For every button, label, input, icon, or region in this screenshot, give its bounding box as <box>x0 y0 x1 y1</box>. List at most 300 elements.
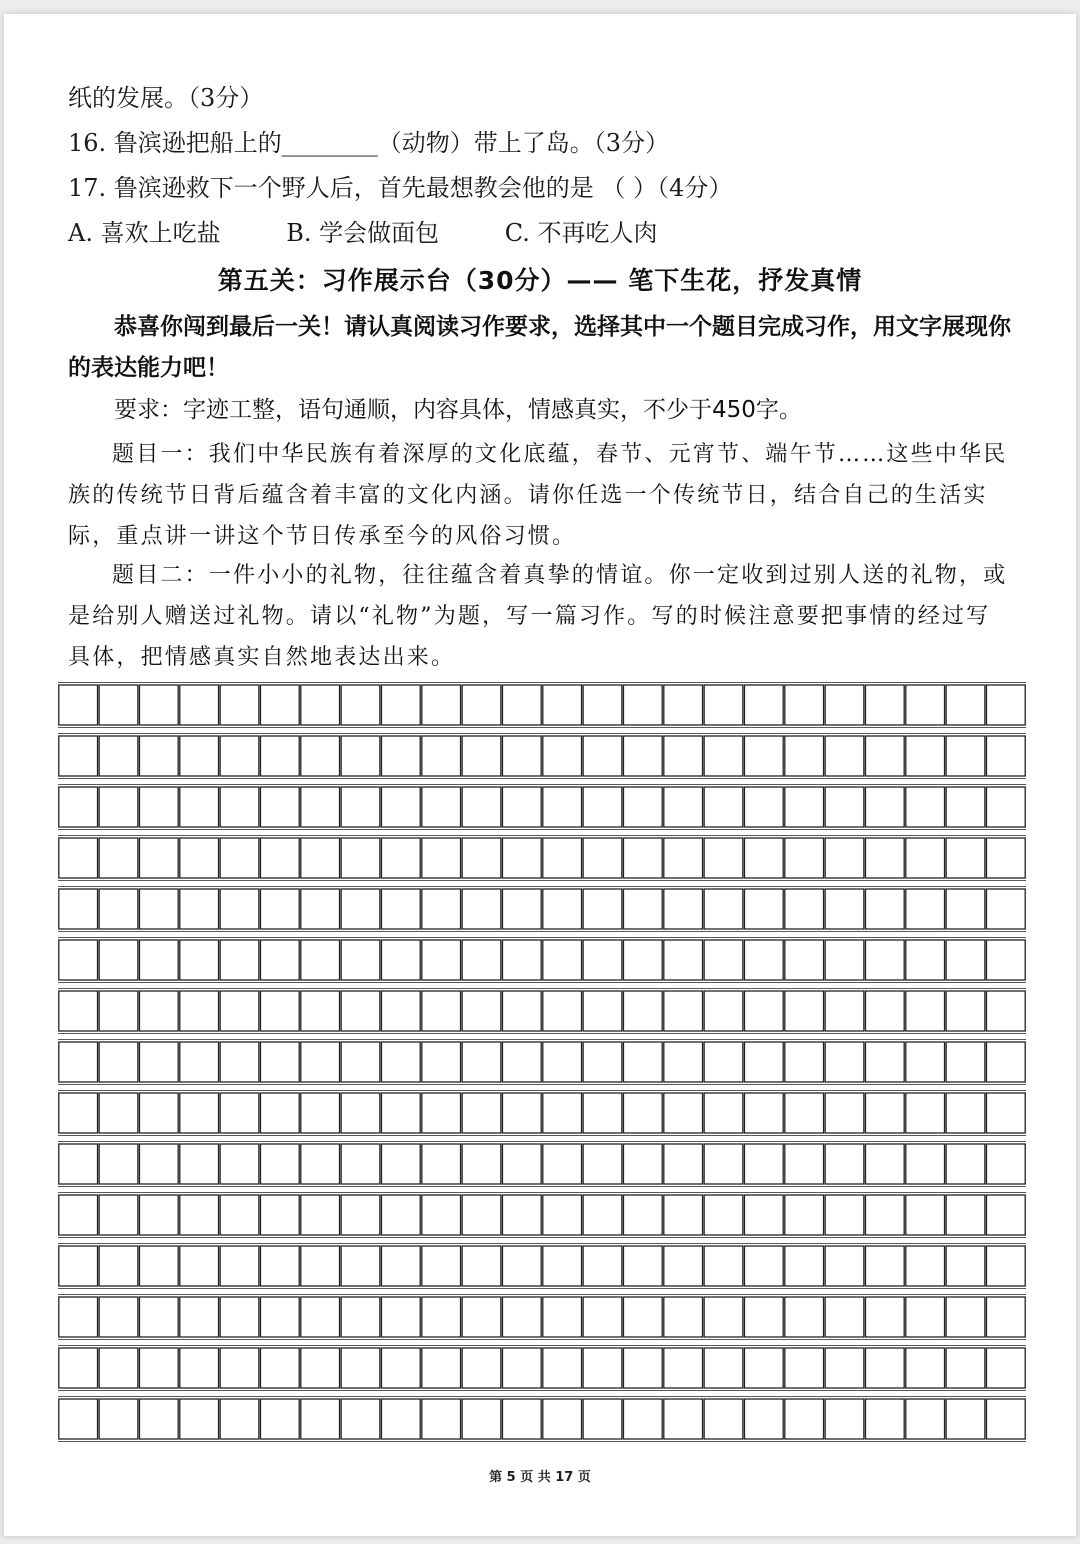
grid-cell[interactable] <box>139 838 178 878</box>
grid-cell[interactable] <box>301 1144 340 1184</box>
grid-cell[interactable] <box>99 1042 138 1082</box>
grid-cell[interactable] <box>986 736 1025 776</box>
grid-cell[interactable] <box>865 685 904 725</box>
grid-cell[interactable] <box>260 940 299 980</box>
grid-cell[interactable] <box>502 1399 541 1439</box>
grid-cell[interactable] <box>865 1144 904 1184</box>
grid-cell[interactable] <box>664 1195 703 1235</box>
grid-cell[interactable] <box>301 685 340 725</box>
grid-cell[interactable] <box>825 1093 864 1133</box>
grid-cell[interactable] <box>825 736 864 776</box>
grid-cell[interactable] <box>220 1348 259 1388</box>
grid-cell[interactable] <box>462 1093 501 1133</box>
grid-cell[interactable] <box>543 991 582 1031</box>
grid-cell[interactable] <box>422 787 461 827</box>
grid-cell[interactable] <box>664 736 703 776</box>
grid-cell[interactable] <box>704 838 743 878</box>
grid-cell[interactable] <box>865 1195 904 1235</box>
grid-cell[interactable] <box>139 736 178 776</box>
grid-cell[interactable] <box>946 1042 985 1082</box>
grid-cell[interactable] <box>462 940 501 980</box>
grid-cell[interactable] <box>664 787 703 827</box>
grid-cell[interactable] <box>704 940 743 980</box>
grid-cell[interactable] <box>744 1042 783 1082</box>
grid-cell[interactable] <box>906 685 945 725</box>
grid-cell[interactable] <box>744 736 783 776</box>
grid-cell[interactable] <box>301 787 340 827</box>
grid-cell[interactable] <box>59 889 98 929</box>
grid-cell[interactable] <box>583 1246 622 1286</box>
grid-cell[interactable] <box>59 1246 98 1286</box>
grid-cell[interactable] <box>99 838 138 878</box>
grid-cell[interactable] <box>825 1144 864 1184</box>
grid-cell[interactable] <box>462 838 501 878</box>
grid-cell[interactable] <box>906 736 945 776</box>
grid-cell[interactable] <box>341 991 380 1031</box>
grid-cell[interactable] <box>301 838 340 878</box>
grid-cell[interactable] <box>502 1042 541 1082</box>
grid-cell[interactable] <box>704 1348 743 1388</box>
grid-cell[interactable] <box>260 1399 299 1439</box>
grid-cell[interactable] <box>139 1093 178 1133</box>
grid-cell[interactable] <box>946 889 985 929</box>
grid-cell[interactable] <box>301 1093 340 1133</box>
grid-cell[interactable] <box>260 1246 299 1286</box>
grid-cell[interactable] <box>341 685 380 725</box>
grid-cell[interactable] <box>139 889 178 929</box>
grid-cell[interactable] <box>59 787 98 827</box>
grid-cell[interactable] <box>946 1297 985 1337</box>
grid-cell[interactable] <box>180 685 219 725</box>
grid-cell[interactable] <box>180 787 219 827</box>
grid-cell[interactable] <box>180 940 219 980</box>
grid-cell[interactable] <box>583 1093 622 1133</box>
grid-cell[interactable] <box>341 889 380 929</box>
grid-cell[interactable] <box>381 1297 420 1337</box>
grid-cell[interactable] <box>946 1246 985 1286</box>
grid-cell[interactable] <box>502 1348 541 1388</box>
grid-cell[interactable] <box>381 685 420 725</box>
grid-cell[interactable] <box>744 940 783 980</box>
grid-cell[interactable] <box>139 685 178 725</box>
grid-cell[interactable] <box>543 1042 582 1082</box>
grid-cell[interactable] <box>543 838 582 878</box>
grid-cell[interactable] <box>99 1348 138 1388</box>
grid-cell[interactable] <box>623 889 662 929</box>
grid-cell[interactable] <box>341 787 380 827</box>
grid-cell[interactable] <box>865 1399 904 1439</box>
grid-cell[interactable] <box>180 1246 219 1286</box>
grid-cell[interactable] <box>583 1144 622 1184</box>
grid-cell[interactable] <box>180 1297 219 1337</box>
grid-cell[interactable] <box>704 889 743 929</box>
grid-cell[interactable] <box>59 1348 98 1388</box>
grid-cell[interactable] <box>180 1399 219 1439</box>
grid-cell[interactable] <box>139 1348 178 1388</box>
grid-cell[interactable] <box>583 889 622 929</box>
grid-cell[interactable] <box>583 1399 622 1439</box>
grid-cell[interactable] <box>785 1093 824 1133</box>
grid-cell[interactable] <box>381 889 420 929</box>
grid-cell[interactable] <box>59 1093 98 1133</box>
grid-cell[interactable] <box>825 838 864 878</box>
grid-cell[interactable] <box>139 1144 178 1184</box>
grid-cell[interactable] <box>744 1297 783 1337</box>
grid-cell[interactable] <box>462 1297 501 1337</box>
grid-cell[interactable] <box>623 1042 662 1082</box>
grid-cell[interactable] <box>583 787 622 827</box>
grid-cell[interactable] <box>220 838 259 878</box>
grid-cell[interactable] <box>664 940 703 980</box>
grid-cell[interactable] <box>381 1042 420 1082</box>
grid-cell[interactable] <box>704 1093 743 1133</box>
grid-cell[interactable] <box>422 889 461 929</box>
grid-cell[interactable] <box>341 1195 380 1235</box>
grid-cell[interactable] <box>301 991 340 1031</box>
grid-cell[interactable] <box>744 1195 783 1235</box>
grid-cell[interactable] <box>744 838 783 878</box>
grid-cell[interactable] <box>664 1144 703 1184</box>
grid-cell[interactable] <box>99 940 138 980</box>
grid-cell[interactable] <box>623 1348 662 1388</box>
grid-cell[interactable] <box>139 991 178 1031</box>
grid-cell[interactable] <box>502 991 541 1031</box>
grid-cell[interactable] <box>260 1144 299 1184</box>
grid-cell[interactable] <box>139 1399 178 1439</box>
grid-cell[interactable] <box>341 838 380 878</box>
grid-cell[interactable] <box>180 1093 219 1133</box>
grid-cell[interactable] <box>422 1399 461 1439</box>
grid-cell[interactable] <box>99 1246 138 1286</box>
grid-cell[interactable] <box>381 787 420 827</box>
grid-cell[interactable] <box>220 991 259 1031</box>
grid-cell[interactable] <box>543 1195 582 1235</box>
grid-cell[interactable] <box>865 736 904 776</box>
grid-cell[interactable] <box>664 1399 703 1439</box>
grid-cell[interactable] <box>946 838 985 878</box>
grid-cell[interactable] <box>422 1144 461 1184</box>
grid-cell[interactable] <box>986 1297 1025 1337</box>
grid-cell[interactable] <box>260 1042 299 1082</box>
grid-cell[interactable] <box>623 1144 662 1184</box>
grid-cell[interactable] <box>422 1093 461 1133</box>
grid-cell[interactable] <box>260 991 299 1031</box>
grid-cell[interactable] <box>785 838 824 878</box>
grid-cell[interactable] <box>220 1246 259 1286</box>
grid-cell[interactable] <box>422 1195 461 1235</box>
grid-cell[interactable] <box>301 1042 340 1082</box>
grid-cell[interactable] <box>502 1297 541 1337</box>
grid-cell[interactable] <box>99 1297 138 1337</box>
grid-cell[interactable] <box>462 1348 501 1388</box>
grid-cell[interactable] <box>704 1042 743 1082</box>
grid-cell[interactable] <box>139 787 178 827</box>
grid-cell[interactable] <box>422 1348 461 1388</box>
grid-cell[interactable] <box>543 1093 582 1133</box>
grid-cell[interactable] <box>220 940 259 980</box>
grid-cell[interactable] <box>744 1093 783 1133</box>
grid-cell[interactable] <box>543 940 582 980</box>
grid-cell[interactable] <box>341 1399 380 1439</box>
grid-cell[interactable] <box>986 1195 1025 1235</box>
grid-cell[interactable] <box>59 1195 98 1235</box>
grid-cell[interactable] <box>260 1348 299 1388</box>
grid-cell[interactable] <box>422 1246 461 1286</box>
grid-cell[interactable] <box>825 685 864 725</box>
grid-cell[interactable] <box>865 889 904 929</box>
grid-cell[interactable] <box>785 1042 824 1082</box>
grid-cell[interactable] <box>180 1348 219 1388</box>
grid-cell[interactable] <box>906 1195 945 1235</box>
grid-cell[interactable] <box>583 838 622 878</box>
grid-cell[interactable] <box>99 787 138 827</box>
grid-cell[interactable] <box>785 1246 824 1286</box>
grid-cell[interactable] <box>583 1297 622 1337</box>
grid-cell[interactable] <box>502 1246 541 1286</box>
grid-cell[interactable] <box>785 889 824 929</box>
grid-cell[interactable] <box>543 1246 582 1286</box>
grid-cell[interactable] <box>220 1093 259 1133</box>
grid-cell[interactable] <box>906 991 945 1031</box>
grid-cell[interactable] <box>623 940 662 980</box>
grid-cell[interactable] <box>664 1042 703 1082</box>
grid-cell[interactable] <box>785 1144 824 1184</box>
grid-cell[interactable] <box>99 889 138 929</box>
grid-cell[interactable] <box>301 889 340 929</box>
grid-cell[interactable] <box>623 1399 662 1439</box>
grid-cell[interactable] <box>180 838 219 878</box>
grid-cell[interactable] <box>260 889 299 929</box>
grid-cell[interactable] <box>381 1093 420 1133</box>
grid-cell[interactable] <box>381 940 420 980</box>
grid-cell[interactable] <box>986 838 1025 878</box>
grid-cell[interactable] <box>906 940 945 980</box>
grid-cell[interactable] <box>462 1195 501 1235</box>
grid-cell[interactable] <box>341 1348 380 1388</box>
grid-cell[interactable] <box>906 1042 945 1082</box>
grid-cell[interactable] <box>623 1297 662 1337</box>
grid-cell[interactable] <box>462 1042 501 1082</box>
grid-cell[interactable] <box>381 838 420 878</box>
grid-cell[interactable] <box>825 1297 864 1337</box>
grid-cell[interactable] <box>462 991 501 1031</box>
grid-cell[interactable] <box>381 991 420 1031</box>
grid-cell[interactable] <box>865 940 904 980</box>
grid-cell[interactable] <box>462 685 501 725</box>
grid-cell[interactable] <box>543 1144 582 1184</box>
grid-cell[interactable] <box>502 685 541 725</box>
grid-cell[interactable] <box>785 787 824 827</box>
grid-cell[interactable] <box>422 1042 461 1082</box>
grid-cell[interactable] <box>704 1399 743 1439</box>
grid-cell[interactable] <box>623 787 662 827</box>
grid-cell[interactable] <box>59 685 98 725</box>
grid-cell[interactable] <box>543 1348 582 1388</box>
grid-cell[interactable] <box>704 787 743 827</box>
grid-cell[interactable] <box>986 685 1025 725</box>
grid-cell[interactable] <box>704 1144 743 1184</box>
grid-cell[interactable] <box>462 889 501 929</box>
grid-cell[interactable] <box>825 1195 864 1235</box>
grid-cell[interactable] <box>623 1195 662 1235</box>
grid-cell[interactable] <box>260 838 299 878</box>
grid-cell[interactable] <box>260 736 299 776</box>
grid-cell[interactable] <box>946 787 985 827</box>
grid-cell[interactable] <box>462 1144 501 1184</box>
grid-cell[interactable] <box>502 1195 541 1235</box>
grid-cell[interactable] <box>623 991 662 1031</box>
grid-cell[interactable] <box>139 1195 178 1235</box>
grid-cell[interactable] <box>462 1246 501 1286</box>
grid-cell[interactable] <box>825 1042 864 1082</box>
grid-cell[interactable] <box>180 1042 219 1082</box>
grid-cell[interactable] <box>220 1399 259 1439</box>
grid-cell[interactable] <box>543 787 582 827</box>
grid-cell[interactable] <box>301 1195 340 1235</box>
grid-cell[interactable] <box>744 787 783 827</box>
grid-cell[interactable] <box>59 940 98 980</box>
grid-cell[interactable] <box>865 1042 904 1082</box>
grid-cell[interactable] <box>946 940 985 980</box>
grid-cell[interactable] <box>180 889 219 929</box>
grid-cell[interactable] <box>220 685 259 725</box>
grid-cell[interactable] <box>785 940 824 980</box>
grid-cell[interactable] <box>180 736 219 776</box>
grid-cell[interactable] <box>583 1348 622 1388</box>
grid-cell[interactable] <box>986 1093 1025 1133</box>
grid-cell[interactable] <box>704 1195 743 1235</box>
grid-cell[interactable] <box>381 736 420 776</box>
grid-cell[interactable] <box>986 889 1025 929</box>
grid-cell[interactable] <box>59 1144 98 1184</box>
grid-cell[interactable] <box>99 1195 138 1235</box>
grid-cell[interactable] <box>906 889 945 929</box>
grid-cell[interactable] <box>986 1042 1025 1082</box>
grid-cell[interactable] <box>906 1399 945 1439</box>
grid-cell[interactable] <box>906 1093 945 1133</box>
grid-cell[interactable] <box>99 1399 138 1439</box>
grid-cell[interactable] <box>986 1246 1025 1286</box>
grid-cell[interactable] <box>502 838 541 878</box>
grid-cell[interactable] <box>986 787 1025 827</box>
grid-cell[interactable] <box>260 787 299 827</box>
grid-cell[interactable] <box>664 685 703 725</box>
grid-cell[interactable] <box>664 991 703 1031</box>
grid-cell[interactable] <box>744 1246 783 1286</box>
grid-cell[interactable] <box>99 685 138 725</box>
grid-cell[interactable] <box>946 736 985 776</box>
grid-cell[interactable] <box>664 1093 703 1133</box>
grid-cell[interactable] <box>99 736 138 776</box>
grid-cell[interactable] <box>906 838 945 878</box>
grid-cell[interactable] <box>946 1195 985 1235</box>
grid-cell[interactable] <box>301 1246 340 1286</box>
grid-cell[interactable] <box>59 736 98 776</box>
grid-cell[interactable] <box>260 1093 299 1133</box>
grid-cell[interactable] <box>623 685 662 725</box>
grid-cell[interactable] <box>381 1348 420 1388</box>
grid-cell[interactable] <box>301 736 340 776</box>
grid-cell[interactable] <box>260 1195 299 1235</box>
grid-cell[interactable] <box>341 1144 380 1184</box>
grid-cell[interactable] <box>502 1144 541 1184</box>
grid-cell[interactable] <box>220 1195 259 1235</box>
grid-cell[interactable] <box>946 1144 985 1184</box>
grid-cell[interactable] <box>865 1093 904 1133</box>
grid-cell[interactable] <box>785 685 824 725</box>
grid-cell[interactable] <box>139 1246 178 1286</box>
grid-cell[interactable] <box>906 1144 945 1184</box>
grid-cell[interactable] <box>341 940 380 980</box>
grid-cell[interactable] <box>825 1246 864 1286</box>
grid-cell[interactable] <box>623 838 662 878</box>
grid-cell[interactable] <box>946 685 985 725</box>
grid-cell[interactable] <box>664 889 703 929</box>
grid-cell[interactable] <box>785 991 824 1031</box>
grid-cell[interactable] <box>59 991 98 1031</box>
grid-cell[interactable] <box>744 889 783 929</box>
grid-cell[interactable] <box>543 685 582 725</box>
grid-cell[interactable] <box>583 991 622 1031</box>
grid-cell[interactable] <box>301 940 340 980</box>
grid-cell[interactable] <box>99 1093 138 1133</box>
grid-cell[interactable] <box>220 787 259 827</box>
grid-cell[interactable] <box>502 736 541 776</box>
grid-cell[interactable] <box>301 1297 340 1337</box>
grid-cell[interactable] <box>744 1399 783 1439</box>
grid-cell[interactable] <box>341 1246 380 1286</box>
grid-cell[interactable] <box>946 1399 985 1439</box>
grid-cell[interactable] <box>543 1297 582 1337</box>
grid-cell[interactable] <box>986 1144 1025 1184</box>
grid-cell[interactable] <box>543 889 582 929</box>
grid-cell[interactable] <box>986 991 1025 1031</box>
grid-cell[interactable] <box>422 685 461 725</box>
grid-cell[interactable] <box>180 991 219 1031</box>
grid-cell[interactable] <box>744 685 783 725</box>
grid-cell[interactable] <box>462 1399 501 1439</box>
grid-cell[interactable] <box>704 1297 743 1337</box>
grid-cell[interactable] <box>99 991 138 1031</box>
grid-cell[interactable] <box>462 787 501 827</box>
grid-cell[interactable] <box>704 1246 743 1286</box>
grid-cell[interactable] <box>785 1195 824 1235</box>
grid-cell[interactable] <box>825 787 864 827</box>
grid-cell[interactable] <box>59 1399 98 1439</box>
grid-cell[interactable] <box>664 1348 703 1388</box>
grid-cell[interactable] <box>865 787 904 827</box>
grid-cell[interactable] <box>301 1399 340 1439</box>
grid-cell[interactable] <box>785 736 824 776</box>
grid-cell[interactable] <box>422 940 461 980</box>
grid-cell[interactable] <box>260 685 299 725</box>
grid-cell[interactable] <box>704 736 743 776</box>
grid-cell[interactable] <box>381 1195 420 1235</box>
grid-cell[interactable] <box>139 1042 178 1082</box>
grid-cell[interactable] <box>704 685 743 725</box>
grid-cell[interactable] <box>543 1399 582 1439</box>
grid-cell[interactable] <box>744 1144 783 1184</box>
grid-cell[interactable] <box>583 940 622 980</box>
grid-cell[interactable] <box>59 1297 98 1337</box>
grid-cell[interactable] <box>583 1042 622 1082</box>
grid-cell[interactable] <box>744 991 783 1031</box>
grid-cell[interactable] <box>59 838 98 878</box>
grid-cell[interactable] <box>99 1144 138 1184</box>
grid-cell[interactable] <box>825 991 864 1031</box>
grid-cell[interactable] <box>59 1042 98 1082</box>
grid-cell[interactable] <box>260 1297 299 1337</box>
